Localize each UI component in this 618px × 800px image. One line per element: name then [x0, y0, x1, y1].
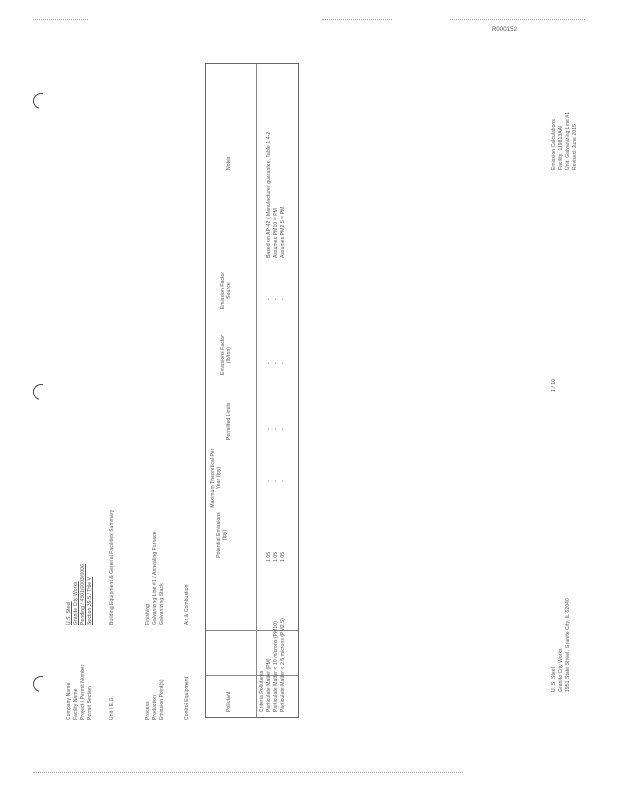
unit-group-value: Building Equipment & General Facilities Summary: [109, 509, 115, 625]
header-right-line-3: Unit: Galvanizing Line #1: [565, 111, 571, 170]
row-pm25-source: -: [280, 298, 286, 300]
row-pm25-max: -: [280, 480, 286, 482]
bottom-dotted-line: [33, 772, 463, 773]
header-potential-emissions-text: Potential Emissions (tpy): [216, 512, 228, 558]
row-pm-limits: -: [266, 428, 272, 430]
facility-name-value: Granite City Works: [73, 581, 79, 625]
header-max-theoretical: [210, 448, 222, 508]
footer-address: 1951 State Street, Granite City, IL 62040: [565, 598, 571, 692]
control-equipment-value: Air & Combustion: [184, 584, 190, 625]
header-permitted-limits: Permitted Limits: [226, 402, 232, 440]
top-dotted-line-mid: [322, 19, 392, 20]
row-pm10-max: -: [273, 480, 279, 482]
emission-point-value: Galvanizing Stack: [159, 583, 165, 625]
company-name-value: U.S. Steel: [66, 601, 72, 625]
row-pm25-pollutant: Particulate Matter < 2.5 microns (PM2.5): [280, 618, 286, 712]
row-criteria-pollutants: Criteria Pollutants: [259, 670, 265, 712]
header-emission-factor-source-text: Emission Factor Source: [220, 271, 232, 310]
header-potential-emissions: [216, 510, 228, 560]
row-pm-factor: -: [266, 362, 272, 364]
process-label: Process: [145, 701, 151, 720]
row-pm10-potential: 1.05: [273, 551, 279, 562]
footer-facility: Granite City Works: [558, 648, 564, 692]
header-emission-factor-source: [220, 263, 232, 318]
emission-point-label: Emission Point(s): [159, 679, 165, 720]
table-divider: [256, 64, 257, 717]
binder-hole-middle-icon: [30, 381, 52, 403]
row-pm-pollutant: Particulate Matter (PM): [266, 658, 272, 712]
row-pm10-source: -: [273, 298, 279, 300]
header-notes: Notes: [226, 156, 232, 170]
document-id: R000152: [492, 27, 518, 33]
page-number: 1 / 10: [551, 378, 557, 392]
row-pm10-pollutant: Particulate Matter < 10 microns (PM10): [273, 621, 279, 712]
permit-section-value: Section 39.5 / Title V: [87, 576, 93, 625]
row-pm25-limits: -: [280, 428, 286, 430]
header-emission-factor-text: Emissions Factor (lb/ton): [220, 335, 232, 375]
top-dotted-line-left: [33, 19, 88, 20]
permit-number-value: Pending / 4301/0003/0006: [80, 563, 86, 625]
row-pm-max: -: [266, 480, 272, 482]
header-emission-factor: [220, 330, 232, 380]
permit-section-label: Permit Section: [87, 686, 93, 720]
row-pm-potential: 1.05: [266, 551, 272, 562]
binder-hole-bottom-icon: [30, 673, 52, 695]
header-right-line-4: Revised: June 2015: [572, 124, 578, 170]
row-pm-source: -: [266, 298, 272, 300]
process-value: Finishing: [145, 604, 151, 625]
header-max-theoretical-text: Maximum Theoretical Per Year (tpy): [210, 448, 222, 508]
unit-group-label: Unit / E.G.: [109, 695, 115, 720]
facility-name-label: Facility Name: [73, 688, 79, 720]
row-pm10-notes: Assumes PM10 = PM: [273, 208, 279, 258]
binder-hole-top-icon: [30, 90, 52, 112]
control-equipment-label: Control Equipment: [184, 676, 190, 720]
production-value: Galvanizing Line #1 / Annealing Furnace: [152, 531, 158, 625]
row-pm10-factor: -: [273, 362, 279, 364]
company-name-label: Company Name: [66, 682, 72, 720]
row-pm25-factor: -: [280, 362, 286, 364]
top-dotted-line-right: [450, 19, 585, 20]
row-pm10-limits: -: [273, 428, 279, 430]
production-label: Production: [152, 695, 158, 720]
footer-company: U. S. Steel: [551, 667, 557, 692]
permit-number-label: Project / Permit Number: [80, 664, 86, 720]
header-right-line-1: Emission Calculations: [551, 118, 557, 170]
row-pm25-potential: 1.05: [280, 551, 286, 562]
row-pm-notes: Based on AP-42 / Manufacturer guarantee, Table 1.4-2: [266, 131, 272, 258]
row-pm25-notes: Assumes PM2.5 = PM: [280, 206, 286, 258]
header-right-line-2: Facility: 119813AAI: [558, 125, 564, 170]
header-pollutant: Pollutant: [226, 691, 232, 712]
